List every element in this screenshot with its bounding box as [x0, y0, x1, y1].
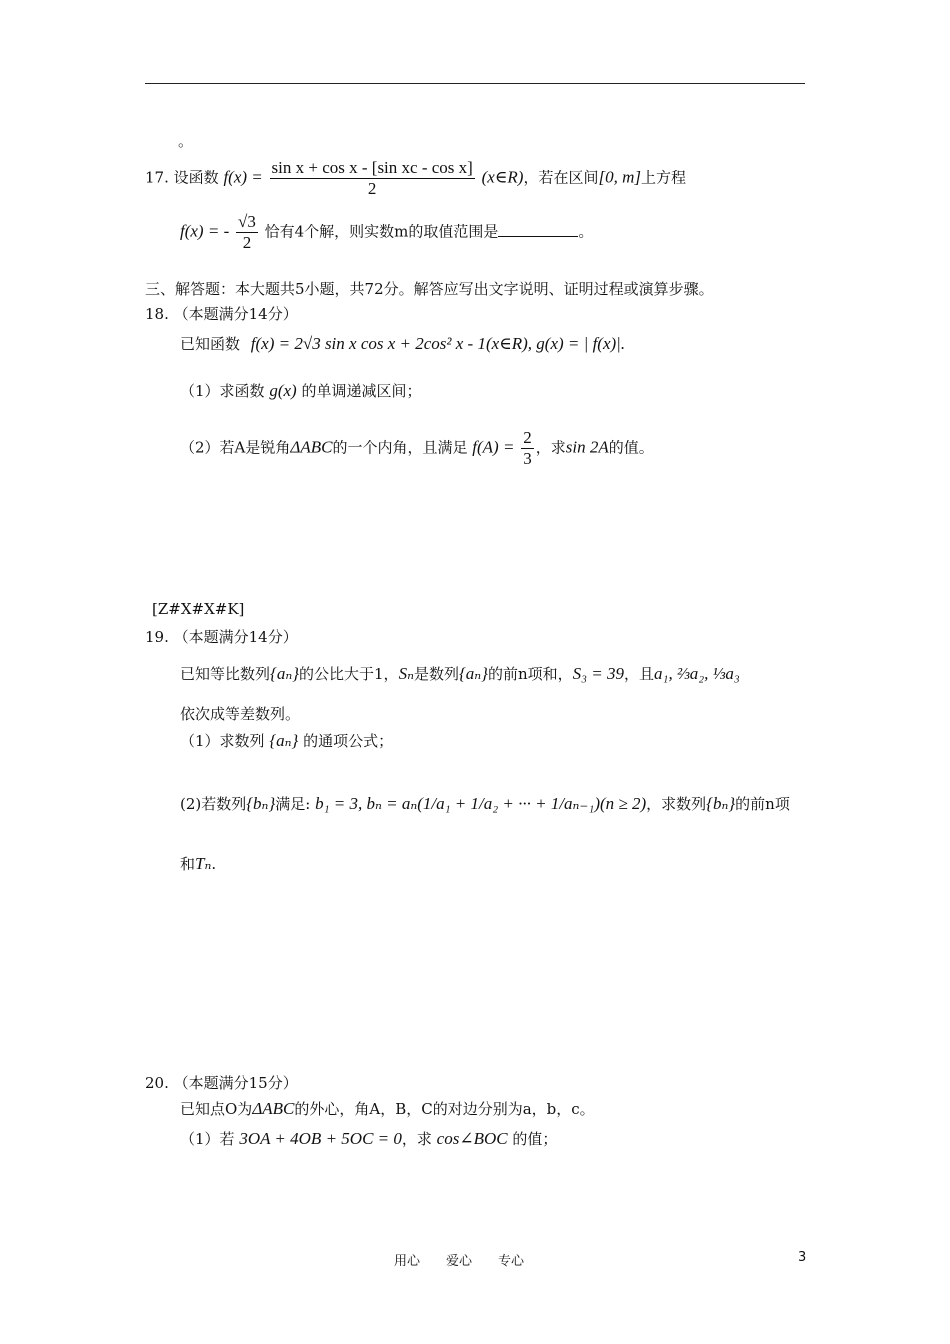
- q18-fraction: $\frac{2}{3}$: [523, 428, 532, 468]
- question-19-part-2: (2)若数列{bₙ}满足: b₁ = 3, bₙ = aₙ(1/a₁ + 1/a₂ + ··· + 1/aₙ₋₁)(n ≥ 2)，求数列{bₙ}的前n项: [180, 794, 790, 813]
- question-19-line-2: 依次成等差数列。: [180, 705, 301, 723]
- q17-eq-fraction: $\frac{√3}{2}$: [238, 212, 256, 252]
- question-20-line-1: 已知点O为ΔABC的外心，角A，B，C的对边分别为a，b，c。: [180, 1099, 595, 1118]
- question-20-part-1: （1）若 3OA + 4OB + 5OC = 0，求 cos∠BOC 的值；: [180, 1129, 558, 1148]
- question-19-part-1: （1）求数列 {aₙ} 的通项公式；: [180, 731, 394, 750]
- page-number: 3: [798, 1250, 807, 1265]
- question-19-line-1: 已知等比数列{aₙ}的公比大于1，Sₙ是数列{aₙ}的前n项和，S₃ = 39，且a₁, ⅔a₂, ⅓a₃: [180, 664, 740, 683]
- question-18-part-1: （1）求函数 g(x) 的单调递减区间；: [180, 381, 422, 400]
- question-18-header: 18. （本题满分14分）: [145, 305, 298, 323]
- section-three-heading: 三、解答题：本大题共5小题，共72分。解答应写出文字说明、证明过程或演算步骤。: [145, 280, 714, 298]
- question-18-given: 已知函数 f(x) = 2√3 sin x cos x + 2cos² x - 1(x∈R), g(x) = | f(x)|.: [180, 334, 626, 353]
- footer-motto: 用心 爱心 专心: [394, 1254, 525, 1269]
- question-19-line-last: 和Tₙ.: [180, 854, 217, 873]
- question-19-header: 19. （本题满分14分）: [145, 628, 298, 646]
- question-18-part-2: （2）若A是锐角ΔABC的一个内角，且满足 f(A) = $\frac{2}{3}$ ，求sin 2A的值。: [180, 428, 654, 468]
- question-20-header: 20. （本题满分15分）: [145, 1074, 298, 1092]
- watermark-tag: [Z#X#X#K]: [152, 600, 245, 618]
- q17-fraction: $\frac{\text{sin x + cos x - [sin xc - cos x]}}{2}$: [271, 158, 473, 198]
- header-rule: [145, 83, 805, 84]
- stray-mark: 。: [178, 132, 194, 150]
- question-17-line-1: 17. 设函数 f(x) = $\frac{\text{sin x + cos x - [sin xc - cos x]}}{2}$ (x∈R)，若在区间[0, m]上方程: [145, 158, 686, 198]
- answer-blank[interactable]: [498, 222, 578, 237]
- question-17-line-2: f(x) = - $\frac{√3}{2}$ 恰有4个解，则实数m的取值范围是 。: [180, 212, 594, 252]
